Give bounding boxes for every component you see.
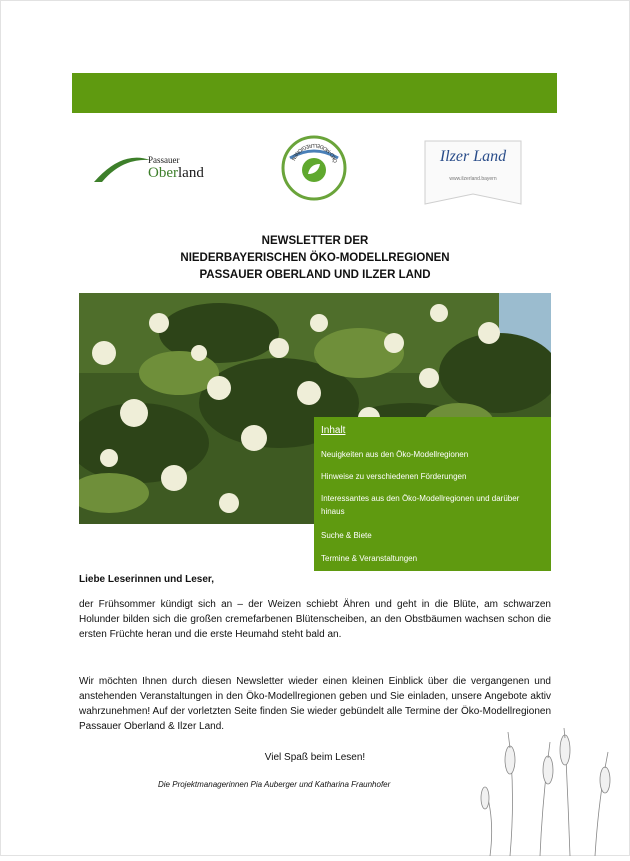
oberland-arc-icon: [92, 150, 152, 186]
passauer-oberland-logo: [92, 150, 212, 192]
headline-line-1: NEWSLETTER DER: [261, 235, 369, 247]
letter-closing: Viel Spaß beim Lesen!: [264, 752, 366, 763]
ilzer-land-name: Ilzer Land: [439, 148, 507, 165]
letter-paragraph-2: Wir möchten Ihnen durch diesen Newsletter wieder einen kleinen Einblick über die vergangenen und anstehenden Veranstaltungen in den Öko-Modellregionen geben und Sie einladen, unsere Angebote aktiv wahrzunehmen! Auf der vorletzten Seite finden Sie wieder gebündelt alle Termine der Öko-Modellregionen Passauer Oberland & Ilzer Land.: [79, 676, 551, 732]
oeko-modellregionen-logo: [280, 134, 348, 202]
oberland-logo-top: Passauer: [148, 155, 180, 165]
headline-line-2: NIEDERBAYERISCHEN ÖKO-MODELLREGIONEN: [180, 252, 450, 264]
table-of-contents: [314, 417, 551, 571]
oeko-ring-text: ÖKO-MODELLREGIONEN: [289, 141, 340, 164]
wheat-illustration: [470, 728, 630, 856]
header-band: [72, 73, 557, 113]
toc-item-events[interactable]: Termine & Veranstaltungen: [321, 554, 418, 563]
toc-item-interesting[interactable]: Interessantes aus den Öko-Modellregionen und darüber hinaus: [321, 494, 520, 516]
toc-title: Inhalt: [321, 425, 346, 436]
letter-greeting: Liebe Leserinnen und Leser,: [79, 574, 215, 585]
ilzer-land-url: www.ilzerland.bayern: [449, 176, 497, 182]
headline-line-3: PASSAUER OBERLAND UND ILZER LAND: [199, 269, 431, 281]
letter-signature: Die Projektmanagerinnen Pia Auberger und Katharina Fraunhofer: [158, 780, 391, 789]
toc-item-news[interactable]: Neuigkeiten aus den Öko-Modellregionen: [321, 450, 469, 459]
ilzer-land-logo: [424, 140, 522, 206]
toc-item-search-offer[interactable]: Suche & Biete: [321, 531, 372, 540]
letter-paragraph-1: der Frühsommer kündigt sich an – der Weizen schiebt Ähren und geht in die Blüte, am schwarzen Holunder bilden sich die großen cremefarbenen Blütenscheiben, an den Obstbäumen wachsen schon die ersten Früchte heran und die erste Heumahd steht bald an.: [79, 599, 551, 640]
oberland-logo-main: Oberland: [148, 165, 204, 181]
toc-item-funding[interactable]: Hinweise zu verschiedenen Förderungen: [321, 472, 467, 481]
